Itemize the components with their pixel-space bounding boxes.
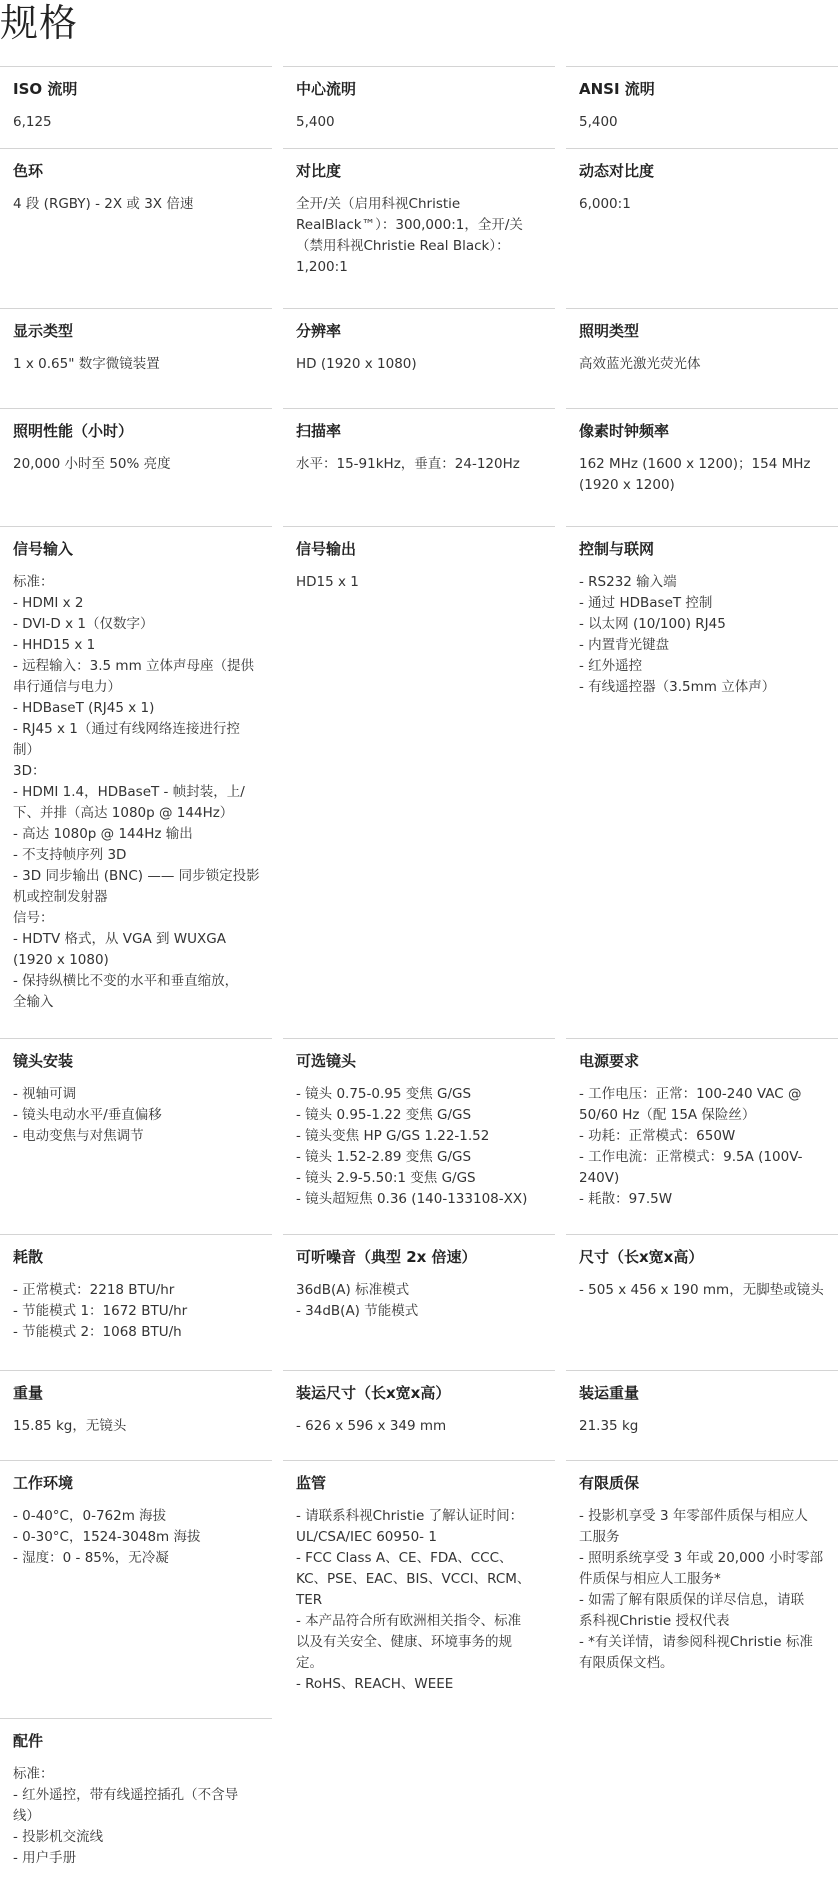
spec-value: 6,000:1 [579,196,631,212]
empty-cell [283,1718,555,1878]
spec-value: - 镜头 0.75-0.95 变焦 G/GS - 镜头 0.95-1.22 变焦 G/GS - 镜头变焦 HP G/GS 1.22-1.52 - 镜头 1.52-2.89 变焦 G/GS - 镜头 2.9-5.50:1 变焦 G/GS - 镜头超短焦 0.36 (140-133108-XX) [296,1086,528,1207]
spec-label: 重量 [13,1384,44,1402]
spec-value: 标准： - HDMI x 2 - DVI-D x 1（仅数字） - HHD15 x 1 - 远程输入：3.5 mm 立体声母座（提供 串行通信与电力） - HDBaseT (RJ45 x 1) - RJ45 x 1（通过有线网络连接进行控 制） 3D： - HDMI 1.4，HDBaseT - 帧封装，上/ 下、并排（高达 1080p @ 144Hz） - 高达 1080p @ 144Hz 输出 - 不支持帧序列 3D - 3D 同步输出 (BNC) —— 同步锁定投影 机或控制发射器 信号： - HDTV 格式，从 VGA 到 WUXGA (1920 x 1080) - 保持纵横比不变的水平和垂直缩放， 全输入 [13,574,260,1010]
spec-value: 高效蓝光激光荧光体 [579,356,701,372]
spec-value: - 工作电压：正常：100-240 VAC @ 50/60 Hz（配 15A 保险丝） - 功耗：正常模式：650W - 工作电流：正常模式：9.5A (100V- 240V) - 耗散：97.5W [579,1086,803,1207]
spec-item [0,1460,272,1718]
spec-item [0,408,272,526]
spec-item [283,1460,555,1718]
spec-label: ISO 流明 [13,80,78,98]
spec-item [0,1038,272,1234]
spec-label: 照明类型 [579,322,640,340]
spec-item [566,1038,838,1234]
page-title: 规格 [0,1,79,45]
spec-label: 可听噪音（典型 2x 倍速） [296,1248,477,1266]
spec-value: HD15 x 1 [296,574,359,590]
empty-cell [566,1718,838,1878]
spec-item [283,308,555,408]
spec-value: - 505 x 456 x 190 mm，无脚垫或镜头 [579,1282,824,1298]
spec-label: 耗散 [13,1248,44,1266]
spec-item [283,1370,555,1460]
spec-label: 照明性能（小时） [13,422,134,440]
spec-item [566,66,838,148]
spec-label: 分辨率 [296,322,342,340]
spec-value: - 视轴可调 - 镜头电动水平/垂直偏移 - 电动变焦与对焦调节 [13,1086,162,1144]
spec-value: 15.85 kg，无镜头 [13,1418,127,1434]
spec-value: 5,400 [579,114,618,130]
spec-label: 信号输入 [13,540,74,558]
spec-item [0,148,272,308]
spec-item [283,1038,555,1234]
spec-item [566,1460,838,1718]
spec-item [283,408,555,526]
spec-value: - 正常模式：2218 BTU/hr - 节能模式 1：1672 BTU/hr - 节能模式 2：1068 BTU/h [13,1282,188,1340]
spec-item [566,526,838,1038]
spec-value: 1 x 0.65" 数字微镜装置 [13,356,160,372]
spec-item [283,66,555,148]
spec-value: 标准： - 红外遥控，带有线遥控插孔（不含导 线） - 投影机交流线 - 用户手册 [13,1766,239,1866]
spec-item [283,526,555,1038]
spec-value: 36dB(A) 标准模式 - 34dB(A) 节能模式 [296,1282,419,1319]
spec-value: 6,125 [13,114,52,130]
spec-value: 全开/关（启用科视Christie RealBlack™）：300,000:1，全开/关 （禁用科视Christie Real Black）： 1,200:1 [296,196,523,275]
spec-value: - 投影机享受 3 年零部件质保与相应人 工服务 - 照明系统享受 3 年或 20,000 小时零部 件质保与相应人工服务* - 如需了解有限质保的详尽信息，请联 系科视Christie 授权代表 - *有关详情，请参阅科视Christie 标准 有限质保文档。 [579,1508,824,1671]
spec-item [566,148,838,308]
spec-label: 动态对比度 [579,162,655,180]
spec-label: 扫描率 [296,422,342,440]
spec-label: 显示类型 [13,322,74,340]
spec-value: 水平：15-91kHz，垂直：24-120Hz [296,456,520,472]
spec-label: 可选镜头 [296,1052,357,1070]
spec-item [0,526,272,1038]
spec-value: 21.35 kg [579,1418,639,1434]
spec-label: 装运重量 [579,1384,640,1402]
spec-item [566,308,838,408]
spec-item [0,1718,272,1878]
spec-label: 监管 [296,1474,327,1492]
spec-label: 配件 [13,1732,44,1750]
spec-value: 5,400 [296,114,335,130]
spec-label: 有限质保 [579,1474,640,1492]
spec-label: 色环 [13,162,44,180]
spec-value: 4 段 (RGBY) - 2X 或 3X 倍速 [13,196,194,212]
spec-grid [0,66,840,1878]
spec-item [566,408,838,526]
spec-item [0,1370,272,1460]
spec-item [283,1234,555,1370]
spec-value: - 626 x 596 x 349 mm [296,1418,447,1434]
spec-label: 装运尺寸（长x宽x高） [296,1384,451,1402]
spec-label: 像素时钟频率 [579,422,670,440]
spec-label: 控制与联网 [579,540,655,558]
spec-label: 电源要求 [579,1052,640,1070]
spec-value: 162 MHz (1600 x 1200)；154 MHz (1920 x 1200) [579,456,811,493]
spec-item [0,308,272,408]
spec-item [283,148,555,308]
spec-value: - RS232 输入端 - 通过 HDBaseT 控制 - 以太网 (10/100) RJ45 - 内置背光键盘 - 红外遥控 - 有线遥控器（3.5mm 立体声） [579,574,776,695]
spec-value: 20,000 小时至 50% 亮度 [13,456,171,472]
spec-value: HD (1920 x 1080) [296,356,417,372]
spec-label: ANSI 流明 [579,80,655,98]
spec-item [0,1234,272,1370]
spec-item [566,1234,838,1370]
spec-value: - 请联系科视Christie 了解认证时间： UL/CSA/IEC 60950- 1 - FCC Class A、CE、FDA、CCC、 KC、PSE、EAC、BIS、VCCI、RCM、 TER - 本产品符合所有欧洲相关指令、标准 以及有关安全、健康、环境事务的规 定。 - RoHS、REACH、WEEE [296,1508,531,1692]
spec-label: 尺寸（长x宽x高） [579,1248,704,1266]
spec-label: 对比度 [296,162,342,180]
spec-label: 工作环境 [13,1474,74,1492]
spec-item [566,1370,838,1460]
spec-label: 信号输出 [296,540,357,558]
spec-item [0,66,272,148]
spec-label: 中心流明 [296,80,357,98]
spec-value: - 0-40°C，0-762m 海拔 - 0-30°C，1524-3048m 海拔 - 湿度：0 - 85%，无冷凝 [13,1508,201,1566]
spec-label: 镜头安装 [13,1052,74,1070]
